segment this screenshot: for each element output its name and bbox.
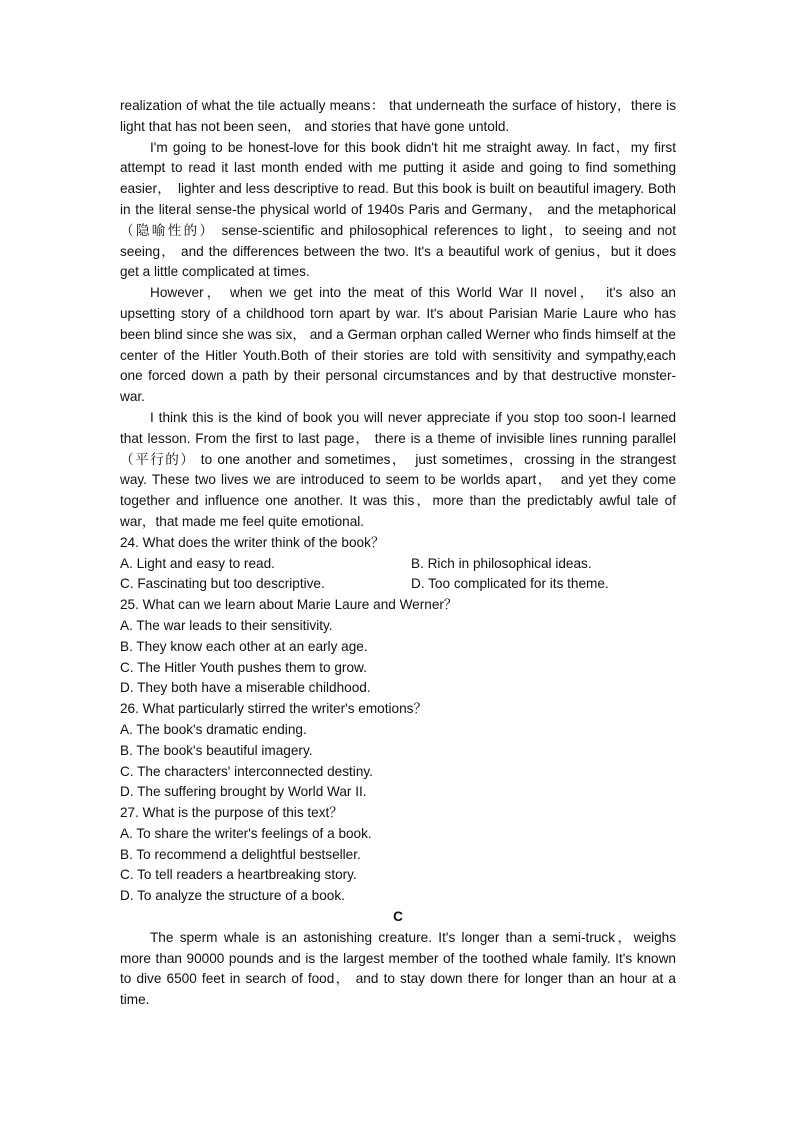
option-a: A. The book's dramatic ending.	[120, 721, 307, 737]
option-d: D. They both have a miserable childhood.	[120, 680, 371, 696]
question-24	[120, 533, 676, 595]
option-c: C. To tell readers a heartbreaking story.	[120, 867, 357, 883]
option-a: A. The war leads to their sensitivity.	[120, 617, 333, 633]
section-heading: C	[393, 909, 403, 925]
question-stem: 24. What does the writer think of the book？	[120, 534, 385, 550]
option-c: C. The Hitler Youth pushes them to grow.	[120, 659, 367, 675]
passage-paragraph: The sperm whale is an astonishing creature. It's longer than a semi-truck，weighs more than 90000 pounds and is the largest member of the toothed whale family. It's known to dive 6500 feet in search of food， and to stay down there for longer than an hour at a time.	[120, 929, 676, 1008]
option-d: D. To analyze the structure of a book.	[120, 888, 345, 904]
option-row	[120, 574, 676, 595]
section-c	[120, 907, 676, 1011]
question-stem: 25. What can we learn about Marie Laure and Werner？	[120, 597, 458, 613]
question-stem: 26. What particularly stirred the writer's emotions？	[120, 701, 428, 717]
passage-paragraph: I think this is the kind of book you will never appreciate if you stop too soon-I learned that lesson. From the first to last page， there is a theme of invisible lines running parallel（平行的） to one another and sometimes， just sometimes，crossing in the strangest way. These two lives we are introduced to seem to be worlds apart， and yet they come together and influence one another. It was this，more than the predictably awful tale of war，that made me feel quite emotional.	[120, 409, 676, 529]
option-c: C. Fascinating but too descriptive.	[120, 576, 325, 592]
question-stem: 27. What is the purpose of this text？	[120, 805, 343, 821]
option-b: B. To recommend a delightful bestseller.	[120, 846, 361, 862]
question-26	[120, 699, 676, 803]
passage-b	[120, 96, 676, 533]
option-c: C. The characters' interconnected destiny.	[120, 763, 373, 779]
passage-paragraph: However， when we get into the meat of this World War II novel， it's also an upsetting story of a childhood torn apart by war. It's about Parisian Marie Laure who has been blind since she was six， and a German orphan called Werner who finds himself at the center of the Hitler Youth.Both of their stories are told with sensitivity and sympathy,each one forced down a path by their personal circumstances and by that destructive monster-war.	[120, 285, 676, 405]
option-d: D. Too complicated for its theme.	[411, 576, 609, 592]
option-d: D. The suffering brought by World War II.	[120, 784, 367, 800]
option-row	[120, 554, 676, 575]
passage-paragraph: I'm going to be honest-love for this book didn't hit me straight away. In fact，my first attempt to read it last month ended with me putting it aside and going to find something easier， lighter and less descriptive to read. But this book is built on beautiful imagery. Both in the literal sense-the physical world of 1940s Paris and Germany， and the metaphorical（隐喻性的） sense-scientific and philosophical references to light，to seeing and not seeing， and the differences between the two. It's a beautiful work of genius，but it does get a little complicated at times.	[120, 139, 676, 280]
option-b: B. Rich in philosophical ideas.	[411, 555, 592, 571]
question-25	[120, 595, 676, 699]
option-a: A. To share the writer's feelings of a book.	[120, 825, 372, 841]
question-27	[120, 803, 676, 907]
passage-paragraph: realization of what the tile actually means： that underneath the surface of history，there is light that has not been seen， and stories that have gone untold.	[120, 98, 676, 134]
option-b: B. The book's beautiful imagery.	[120, 742, 313, 758]
document-page	[120, 96, 676, 1011]
option-b: B. They know each other at an early age.	[120, 638, 368, 654]
option-a: A. Light and easy to read.	[120, 555, 275, 571]
